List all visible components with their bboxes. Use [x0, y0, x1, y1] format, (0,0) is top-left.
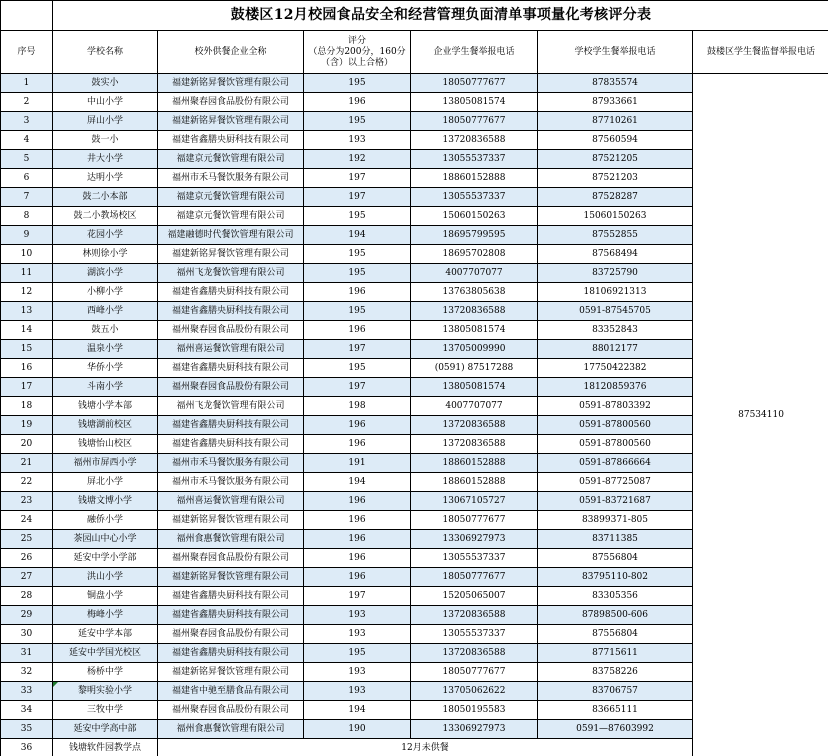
- cell-company[interactable]: 福建省鑫膳央厨科技有限公司: [158, 283, 304, 302]
- cell-company-phone[interactable]: 13055537337: [411, 150, 538, 169]
- cell-company[interactable]: 福州市禾马餐饮服务有限公司: [158, 454, 304, 473]
- cell-school-phone[interactable]: 0591-87800560: [538, 416, 693, 435]
- header-school-phone[interactable]: 学校学生餐举报电话: [538, 31, 693, 74]
- cell-index[interactable]: 36: [1, 739, 53, 756]
- cell-school[interactable]: 融侨小学: [53, 511, 158, 530]
- cell-company[interactable]: 福州市禾马餐饮服务有限公司: [158, 473, 304, 492]
- cell-school-phone[interactable]: 17750422382: [538, 359, 693, 378]
- cell-score[interactable]: 193: [304, 606, 411, 625]
- cell-school-phone[interactable]: 87528287: [538, 188, 693, 207]
- cell-company-phone[interactable]: 13705062622: [411, 682, 538, 701]
- cell-company-phone[interactable]: 13306927973: [411, 530, 538, 549]
- cell-company[interactable]: 福建新铭昇餐饮管理有限公司: [158, 511, 304, 530]
- cell-school[interactable]: 鼓实小: [53, 74, 158, 93]
- cell-company[interactable]: 福建省鑫膳央厨科技有限公司: [158, 416, 304, 435]
- cell-index[interactable]: 22: [1, 473, 53, 492]
- cell-school[interactable]: 洪山小学: [53, 568, 158, 587]
- cell-company[interactable]: 福州市禾马餐饮服务有限公司: [158, 169, 304, 188]
- cell-company-phone[interactable]: 13805081574: [411, 378, 538, 397]
- cell-index[interactable]: 6: [1, 169, 53, 188]
- cell-company-phone[interactable]: 4007707077: [411, 397, 538, 416]
- cell-company[interactable]: 福州聚春园食品股份有限公司: [158, 625, 304, 644]
- cell-company[interactable]: 福州喜运餐饮管理有限公司: [158, 340, 304, 359]
- cell-company[interactable]: 福建融德时代餐饮管理有限公司: [158, 226, 304, 245]
- cell-score[interactable]: 196: [304, 93, 411, 112]
- cell-index[interactable]: 35: [1, 720, 53, 739]
- cell-company-phone[interactable]: 18860152888: [411, 169, 538, 188]
- cell-company-phone[interactable]: 13067105727: [411, 492, 538, 511]
- cell-score[interactable]: 196: [304, 321, 411, 340]
- cell-school[interactable]: 钱塘怡山校区: [53, 435, 158, 454]
- cell-company[interactable]: 福建新铭昇餐饮管理有限公司: [158, 112, 304, 131]
- cell-school[interactable]: 西峰小学: [53, 302, 158, 321]
- cell-company-phone[interactable]: 13720836588: [411, 644, 538, 663]
- header-score-line3: （含）以上合格）: [320, 57, 393, 68]
- cell-school[interactable]: 林则徐小学: [53, 245, 158, 264]
- cell-score[interactable]: 193: [304, 131, 411, 150]
- cell-company[interactable]: 福建京元餐饮管理有限公司: [158, 188, 304, 207]
- cell-company-phone[interactable]: 13805081574: [411, 93, 538, 112]
- cell-score[interactable]: 196: [304, 549, 411, 568]
- cell-company[interactable]: 福建京元餐饮管理有限公司: [158, 207, 304, 226]
- cell-school-phone[interactable]: 83305356: [538, 587, 693, 606]
- cell-school-phone[interactable]: 87556804: [538, 549, 693, 568]
- cell-school-phone[interactable]: 87556804: [538, 625, 693, 644]
- cell-school[interactable]: 杨桥中学: [53, 663, 158, 682]
- cell-school[interactable]: 延安中学国光校区: [53, 644, 158, 663]
- cell-index[interactable]: 34: [1, 701, 53, 720]
- cell-score[interactable]: 193: [304, 663, 411, 682]
- header-company-phone[interactable]: 企业学生餐举报电话: [411, 31, 538, 74]
- cell-score[interactable]: 196: [304, 530, 411, 549]
- cell-company-phone[interactable]: 13805081574: [411, 321, 538, 340]
- cell-company[interactable]: 福建省中驰至膳食品有限公司: [158, 682, 304, 701]
- cell-score[interactable]: 196: [304, 435, 411, 454]
- cell-school-phone[interactable]: 0591-87866664: [538, 454, 693, 473]
- cell-score[interactable]: 196: [304, 511, 411, 530]
- cell-school-phone[interactable]: 15060150263: [538, 207, 693, 226]
- cell-company[interactable]: 福建省鑫膳央厨科技有限公司: [158, 587, 304, 606]
- cell-index[interactable]: 5: [1, 150, 53, 169]
- cell-school-phone[interactable]: 87568494: [538, 245, 693, 264]
- page-title[interactable]: 鼓楼区12月校园食品安全和经营管理负面清单事项量化考核评分表: [53, 1, 828, 31]
- table-row: [1, 74, 828, 93]
- cell-company[interactable]: 福州食惠餐饮管理有限公司: [158, 720, 304, 739]
- cell-school[interactable]: 梅峰小学: [53, 606, 158, 625]
- header-score-line2: （总分为200分，160分: [308, 46, 406, 57]
- cell-score[interactable]: 195: [304, 207, 411, 226]
- cell-company-phone[interactable]: 13720836588: [411, 131, 538, 150]
- cell-index[interactable]: 13: [1, 302, 53, 321]
- cell-company[interactable]: 福州聚春园食品股份有限公司: [158, 321, 304, 340]
- cell-company-phone[interactable]: 15060150263: [411, 207, 538, 226]
- cell-company-phone[interactable]: 18050777677: [411, 511, 538, 530]
- title-blank-cell[interactable]: [1, 1, 53, 31]
- cell-index[interactable]: 30: [1, 625, 53, 644]
- cell-company[interactable]: 福州食惠餐饮管理有限公司: [158, 530, 304, 549]
- cell-score[interactable]: 193: [304, 625, 411, 644]
- header-school[interactable]: 学校名称: [53, 31, 158, 74]
- cell-school-phone[interactable]: 87898500-606: [538, 606, 693, 625]
- cell-score[interactable]: 192: [304, 150, 411, 169]
- cell-school[interactable]: 斗南小学: [53, 378, 158, 397]
- header-row: [1, 31, 828, 74]
- cell-school-phone[interactable]: 87835574: [538, 74, 693, 93]
- cell-index[interactable]: 18: [1, 397, 53, 416]
- cell-school-phone[interactable]: 87560594: [538, 131, 693, 150]
- header-score-line1: 评分: [347, 35, 366, 46]
- cell-school[interactable]: 屏山小学: [53, 112, 158, 131]
- cell-index[interactable]: 33: [1, 682, 53, 701]
- cell-company[interactable]: 福建省鑫膳央厨科技有限公司: [158, 302, 304, 321]
- cell-school-phone[interactable]: 0591-87545705: [538, 302, 693, 321]
- cell-index[interactable]: 28: [1, 587, 53, 606]
- cell-score[interactable]: 195: [304, 359, 411, 378]
- cell-score[interactable]: 195: [304, 302, 411, 321]
- cell-school[interactable]: 铜盘小学: [53, 587, 158, 606]
- cell-company-phone[interactable]: 4007707077: [411, 264, 538, 283]
- cell-index[interactable]: 1: [1, 74, 53, 93]
- title-row: [1, 1, 828, 31]
- cell-school[interactable]: 鼓五小: [53, 321, 158, 340]
- cell-company-phone[interactable]: 18050777677: [411, 112, 538, 131]
- cell-score[interactable]: 197: [304, 378, 411, 397]
- cell-index[interactable]: 17: [1, 378, 53, 397]
- cell-score[interactable]: 196: [304, 283, 411, 302]
- cell-index[interactable]: 7: [1, 188, 53, 207]
- cell-company[interactable]: 福建新铭昇餐饮管理有限公司: [158, 74, 304, 93]
- cell-score[interactable]: 197: [304, 587, 411, 606]
- cell-index[interactable]: 20: [1, 435, 53, 454]
- cell-score[interactable]: 198: [304, 397, 411, 416]
- cell-company-phone[interactable]: 15205065007: [411, 587, 538, 606]
- cell-company-phone[interactable]: 13720836588: [411, 416, 538, 435]
- cell-score[interactable]: 194: [304, 226, 411, 245]
- cell-company[interactable]: 福州聚春园食品股份有限公司: [158, 378, 304, 397]
- cell-score[interactable]: 193: [304, 682, 411, 701]
- cell-school-phone[interactable]: 83711385: [538, 530, 693, 549]
- cell-school[interactable]: 温泉小学: [53, 340, 158, 359]
- cell-index[interactable]: 19: [1, 416, 53, 435]
- cell-school[interactable]: 中山小学: [53, 93, 158, 112]
- cell-school[interactable]: 钱塘小学本部: [53, 397, 158, 416]
- cell-company-phone[interactable]: 18050777677: [411, 663, 538, 682]
- cell-school-phone[interactable]: 0591-83721687: [538, 492, 693, 511]
- cell-school[interactable]: 花园小学: [53, 226, 158, 245]
- cell-school-phone[interactable]: 88012177: [538, 340, 693, 359]
- cell-index[interactable]: 24: [1, 511, 53, 530]
- cell-school[interactable]: 小柳小学: [53, 283, 158, 302]
- cell-school[interactable]: 鼓二小本部: [53, 188, 158, 207]
- cell-school[interactable]: 屏北小学: [53, 473, 158, 492]
- cell-school-phone[interactable]: 83725790: [538, 264, 693, 283]
- cell-school[interactable]: 井大小学: [53, 150, 158, 169]
- cell-school-phone[interactable]: 0591-87800560: [538, 435, 693, 454]
- cell-company[interactable]: 福建京元餐饮管理有限公司: [158, 150, 304, 169]
- cell-school-phone[interactable]: 0591-87803392: [538, 397, 693, 416]
- cell-score[interactable]: 195: [304, 644, 411, 663]
- cell-company[interactable]: 福建省鑫膳央厨科技有限公司: [158, 606, 304, 625]
- cell-school[interactable]: 鼓一小: [53, 131, 158, 150]
- cell-school[interactable]: 钱塘湖前校区: [53, 416, 158, 435]
- cell-index[interactable]: 4: [1, 131, 53, 150]
- cell-index[interactable]: 25: [1, 530, 53, 549]
- cell-company-phone[interactable]: 18860152888: [411, 454, 538, 473]
- cell-school-phone[interactable]: 87552855: [538, 226, 693, 245]
- cell-company-phone[interactable]: 13720836588: [411, 606, 538, 625]
- cell-company[interactable]: 福州聚春园食品股份有限公司: [158, 549, 304, 568]
- cell-school-phone[interactable]: 18106921313: [538, 283, 693, 302]
- cell-company-phone[interactable]: 13720836588: [411, 302, 538, 321]
- header-index[interactable]: 序号: [1, 31, 53, 74]
- cell-school[interactable]: 黎明实验小学: [53, 682, 158, 701]
- cell-school[interactable]: 延安中学本部: [53, 625, 158, 644]
- cell-company-phone[interactable]: 18695702808: [411, 245, 538, 264]
- cell-company-phone[interactable]: 18695799595: [411, 226, 538, 245]
- cell-company[interactable]: 福建省鑫膳央厨科技有限公司: [158, 435, 304, 454]
- cell-school-phone[interactable]: 87521205: [538, 150, 693, 169]
- cell-school-phone[interactable]: 87521203: [538, 169, 693, 188]
- cell-school[interactable]: 延安中学小学部: [53, 549, 158, 568]
- cell-school[interactable]: 福州市屏西小学: [53, 454, 158, 473]
- cell-company-phone[interactable]: 13705009990: [411, 340, 538, 359]
- cell-company[interactable]: 福建新铭昇餐饮管理有限公司: [158, 568, 304, 587]
- cell-school[interactable]: 鼓二小教场校区: [53, 207, 158, 226]
- cell-school-phone[interactable]: 0591—87603992: [538, 720, 693, 739]
- cell-company[interactable]: 福州聚春园食品股份有限公司: [158, 93, 304, 112]
- cell-school[interactable]: 三牧中学: [53, 701, 158, 720]
- cell-school-phone[interactable]: 0591-87725087: [538, 473, 693, 492]
- cell-school[interactable]: 茶园山中心小学: [53, 530, 158, 549]
- cell-index[interactable]: 32: [1, 663, 53, 682]
- cell-index[interactable]: 21: [1, 454, 53, 473]
- cell-company[interactable]: 福州聚春园食品股份有限公司: [158, 701, 304, 720]
- cell-company-phone[interactable]: 13720836588: [411, 435, 538, 454]
- cell-company[interactable]: 福州喜运餐饮管理有限公司: [158, 492, 304, 511]
- cell-index[interactable]: 26: [1, 549, 53, 568]
- cell-company[interactable]: 福州飞龙餐饮管理有限公司: [158, 397, 304, 416]
- cell-index[interactable]: 31: [1, 644, 53, 663]
- cell-company-phone[interactable]: 13763805638: [411, 283, 538, 302]
- cell-index[interactable]: 8: [1, 207, 53, 226]
- cell-school-phone[interactable]: 83352843: [538, 321, 693, 340]
- cell-company-phone[interactable]: 18050195583: [411, 701, 538, 720]
- cell-index[interactable]: 2: [1, 93, 53, 112]
- cell-index[interactable]: 27: [1, 568, 53, 587]
- cell-score[interactable]: 197: [304, 340, 411, 359]
- cell-company[interactable]: 福建省鑫膳央厨科技有限公司: [158, 359, 304, 378]
- cell-company-phone[interactable]: 13055537337: [411, 625, 538, 644]
- cell-school-phone[interactable]: 83899371-805: [538, 511, 693, 530]
- cell-school[interactable]: 华侨小学: [53, 359, 158, 378]
- cell-index[interactable]: 15: [1, 340, 53, 359]
- cell-score[interactable]: 195: [304, 112, 411, 131]
- cell-school-phone[interactable]: 83795110-802: [538, 568, 693, 587]
- cell-school-phone[interactable]: 83665111: [538, 701, 693, 720]
- cell-score[interactable]: 197: [304, 169, 411, 188]
- cell-company-phone[interactable]: 13306927973: [411, 720, 538, 739]
- cell-score[interactable]: 196: [304, 492, 411, 511]
- cell-index[interactable]: 12: [1, 283, 53, 302]
- cell-school[interactable]: 延安中学高中部: [53, 720, 158, 739]
- cell-score[interactable]: 196: [304, 568, 411, 587]
- cell-company-phone[interactable]: 13055537337: [411, 549, 538, 568]
- cell-school[interactable]: 湖滨小学: [53, 264, 158, 283]
- cell-score[interactable]: 194: [304, 473, 411, 492]
- cell-school-phone[interactable]: 87710261: [538, 112, 693, 131]
- cell-index[interactable]: 11: [1, 264, 53, 283]
- cell-school-phone[interactable]: 83706757: [538, 682, 693, 701]
- cell-company-phone[interactable]: 18860152888: [411, 473, 538, 492]
- cell-score[interactable]: 191: [304, 454, 411, 473]
- cell-school[interactable]: 钱塘文博小学: [53, 492, 158, 511]
- header-company[interactable]: 校外供餐企业全称: [158, 31, 304, 74]
- cell-index[interactable]: 23: [1, 492, 53, 511]
- cell-school[interactable]: 达明小学: [53, 169, 158, 188]
- header-score[interactable]: [304, 31, 411, 74]
- cell-school-phone[interactable]: 87933661: [538, 93, 693, 112]
- cell-index[interactable]: 29: [1, 606, 53, 625]
- cell-company-phone[interactable]: 13055537337: [411, 188, 538, 207]
- cell-index[interactable]: 14: [1, 321, 53, 340]
- cell-company-phone[interactable]: 18050777677: [411, 568, 538, 587]
- cell-score[interactable]: 195: [304, 264, 411, 283]
- cell-score[interactable]: 196: [304, 416, 411, 435]
- cell-school[interactable]: 钱塘软件园教学点: [53, 739, 158, 756]
- cell-company[interactable]: 福建省鑫膳央厨科技有限公司: [158, 131, 304, 150]
- district-phone-cell[interactable]: 87534110: [693, 74, 828, 756]
- cell-school-phone[interactable]: 87715611: [538, 644, 693, 663]
- cell-company[interactable]: 福建省鑫膳央厨科技有限公司: [158, 644, 304, 663]
- cell-score[interactable]: 194: [304, 701, 411, 720]
- cell-score[interactable]: 195: [304, 74, 411, 93]
- cell-score[interactable]: 197: [304, 188, 411, 207]
- cell-school-phone[interactable]: 18120859376: [538, 378, 693, 397]
- cell-score[interactable]: 190: [304, 720, 411, 739]
- header-district-phone[interactable]: 鼓楼区学生餐监督举报电话: [693, 31, 828, 74]
- cell-company-phone[interactable]: 18050777677: [411, 74, 538, 93]
- cell-company[interactable]: 福建新铭昇餐饮管理有限公司: [158, 245, 304, 264]
- cell-company[interactable]: 福州飞龙餐饮管理有限公司: [158, 264, 304, 283]
- cell-no-supply-note[interactable]: 12月未供餐: [158, 739, 693, 756]
- cell-company-phone[interactable]: (0591) 87517288: [411, 359, 538, 378]
- cell-index[interactable]: 3: [1, 112, 53, 131]
- cell-index[interactable]: 10: [1, 245, 53, 264]
- cell-score[interactable]: 195: [304, 245, 411, 264]
- cell-school-phone[interactable]: 83758226: [538, 663, 693, 682]
- cell-index[interactable]: 9: [1, 226, 53, 245]
- cell-index[interactable]: 16: [1, 359, 53, 378]
- cell-company[interactable]: 福建新铭昇餐饮管理有限公司: [158, 663, 304, 682]
